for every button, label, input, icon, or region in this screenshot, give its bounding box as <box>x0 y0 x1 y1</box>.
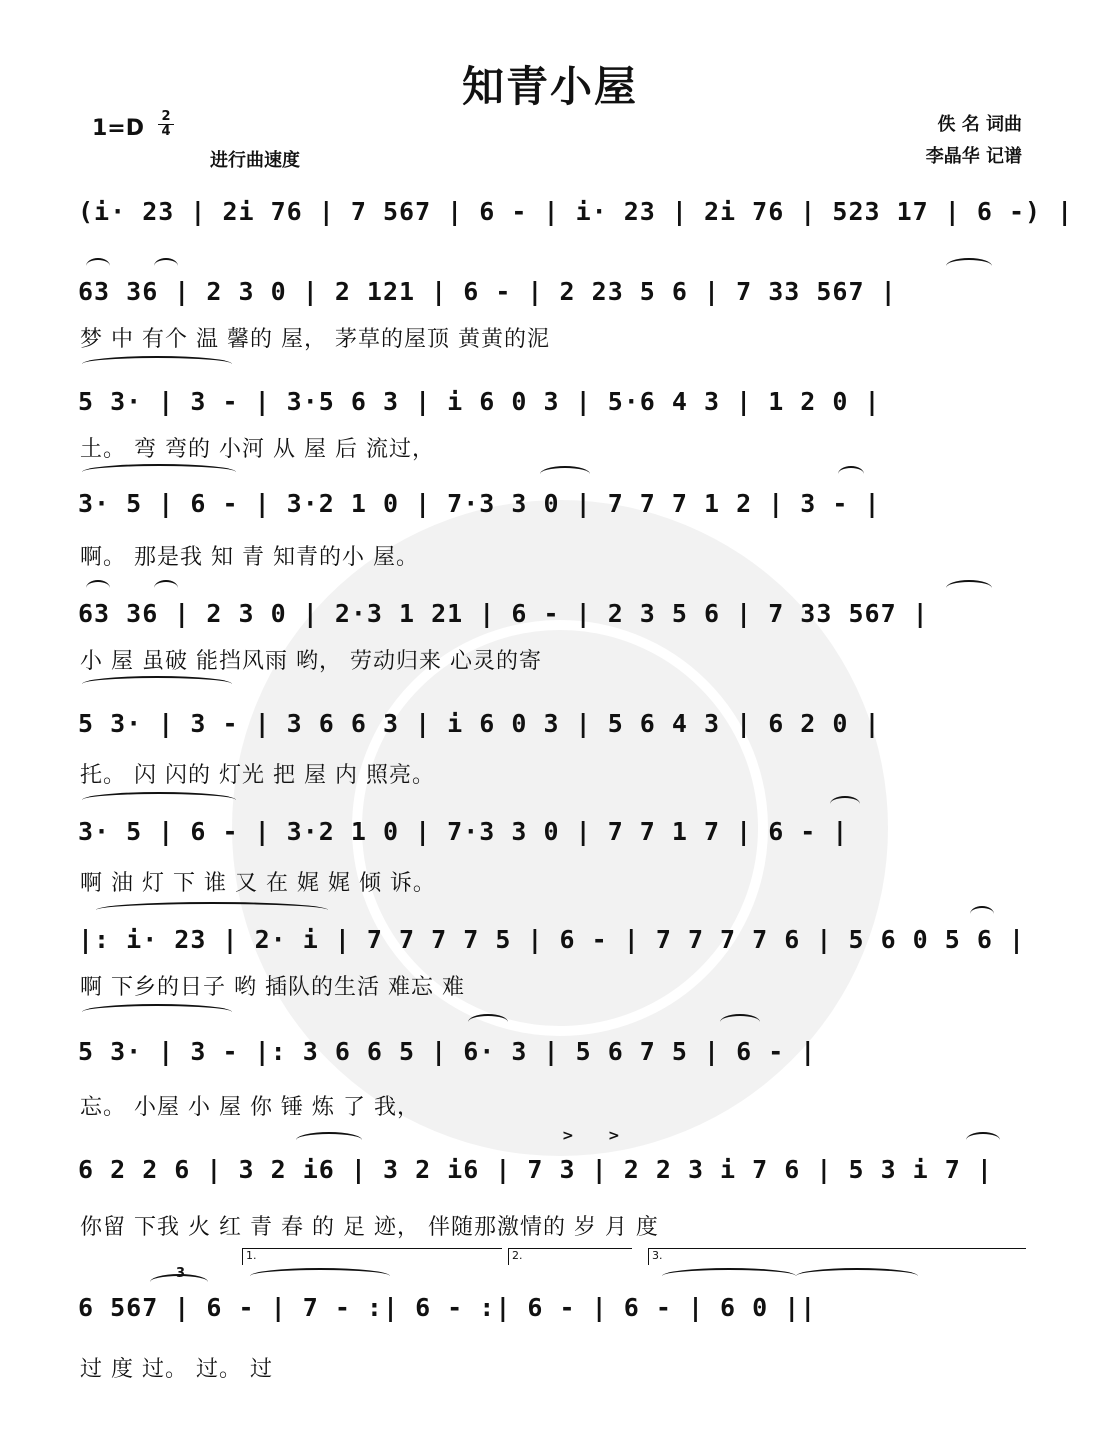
notes-line-11: 6 567 | 6 - | 7 - :| 6 - :| 6 - | 6 - | 6 0 || <box>78 1293 817 1322</box>
score-line-11 <box>78 1286 1030 1330</box>
slur <box>540 466 590 482</box>
credit-author: 佚 名 词曲 <box>937 114 1022 135</box>
credit-notation: 李晶华 记谱 <box>925 146 1022 167</box>
ending-bracket-3: 3. <box>648 1248 1026 1265</box>
lyrics-line-3: 土。 弯 弯的 小河 从 屋 后 流过， <box>80 437 435 462</box>
accent-mark: > <box>562 1128 574 1144</box>
score-line-10 <box>78 1148 1030 1192</box>
slur <box>82 1004 232 1020</box>
score-line-8 <box>78 918 1030 962</box>
notes-line-8: |: i· 23 | 2· i | 7 7 7 7 5 | 6 - | 7 7 7 7 6 | 5 6 0 5 6 | <box>78 925 1026 954</box>
slur <box>82 356 232 372</box>
tempo-marking: 进行曲速度 <box>210 150 300 171</box>
score-line-7 <box>78 810 1030 854</box>
notes-line-7: 3· 5 | 6 - | 3·2 1 0 | 7·3 3 0 | 7 7 1 7 | 6 - | <box>78 817 849 846</box>
triplet-mark: 3 <box>176 1266 186 1281</box>
slur <box>838 466 864 482</box>
ending-bracket-2: 2. <box>508 1248 632 1265</box>
meter-bottom: 4 <box>161 124 171 139</box>
ending-bracket-1: 1. <box>242 1248 502 1265</box>
key-signature: 1=D <box>92 116 145 141</box>
score-line-3 <box>78 380 1030 424</box>
notes-line-6: 5 3· | 3 - | 3 6 6 3 | i 6 0 3 | 5 6 4 3 | 6 2 0 | <box>78 709 881 738</box>
slur <box>662 1268 796 1284</box>
slur <box>796 1268 918 1284</box>
slur <box>966 1132 1000 1148</box>
lyrics-line-6: 托。 闪 闪的 灯光 把 屋 内 照亮。 <box>80 763 435 788</box>
notes-line-1: (i· 23 | 2i 76 | 7 567 | 6 - | i· 23 | 2i 76 | 523 17 | 6 -) | <box>78 197 1074 226</box>
slur <box>82 464 236 480</box>
score-line-6 <box>78 702 1030 746</box>
score-line-9 <box>78 1030 1030 1074</box>
meter-top: 2 <box>158 110 174 125</box>
accent-mark: > <box>608 1128 620 1144</box>
slur <box>82 792 236 808</box>
lyrics-line-10: 你留 下我 火 红 青 春 的 足 迹， 伴随那激情的 岁 月 度 <box>80 1215 659 1240</box>
lyrics-line-9: 忘。 小屋 小 屋 你 锤 炼 了 我， <box>80 1095 420 1120</box>
notes-line-5: 63 36 | 2 3 0 | 2·3 1 21 | 6 - | 2 3 5 6 | 7 33 567 | <box>78 599 929 628</box>
slur <box>720 1014 760 1030</box>
notes-line-4: 3· 5 | 6 - | 3·2 1 0 | 7·3 3 0 | 7 7 7 1 2 | 3 - | <box>78 489 881 518</box>
time-signature <box>158 110 174 139</box>
lyrics-line-8: 啊 下乡的日子 哟 插队的生活 难忘 难 <box>80 975 465 1000</box>
song-title: 知青小屋 <box>461 62 638 111</box>
notes-line-10: 6 2 2 6 | 3 2 i6 | 3 2 i6 | 7 3 | 2 2 3 i 7 6 | 5 3 i 7 | <box>78 1155 993 1184</box>
slur <box>82 676 232 692</box>
notes-line-3: 5 3· | 3 - | 3·5 6 3 | i 6 0 3 | 5·6 4 3 | 1 2 0 | <box>78 387 881 416</box>
lyrics-line-7: 啊 油 灯 下 谁 又 在 娓 娓 倾 诉。 <box>80 871 436 896</box>
lyrics-line-4: 啊。 那是我 知 青 知青的小 屋。 <box>80 545 419 570</box>
score-line-5 <box>78 592 1030 636</box>
lyrics-line-5: 小 屋 虽破 能挡风雨 哟， 劳动归来 心灵的寄 <box>80 649 542 674</box>
slur <box>96 902 328 918</box>
slur <box>468 1014 508 1030</box>
notes-line-2: 63 36 | 2 3 0 | 2 121 | 6 - | 2 23 5 6 | 7 33 567 | <box>78 277 897 306</box>
score-line-4 <box>78 482 1030 526</box>
lyrics-line-2: 梦 中 有个 温 馨的 屋， 茅草的屋顶 黄黄的泥 <box>80 327 550 352</box>
lyrics-line-11: 过 度 过。 过。 过 <box>80 1357 273 1382</box>
score-line-1 <box>78 190 1074 234</box>
slur <box>296 1132 362 1148</box>
notes-line-9: 5 3· | 3 - |: 3 6 6 5 | 6· 3 | 5 6 7 5 | 6 - | <box>78 1037 817 1066</box>
score-line-2 <box>78 270 1030 314</box>
slur <box>250 1268 390 1284</box>
